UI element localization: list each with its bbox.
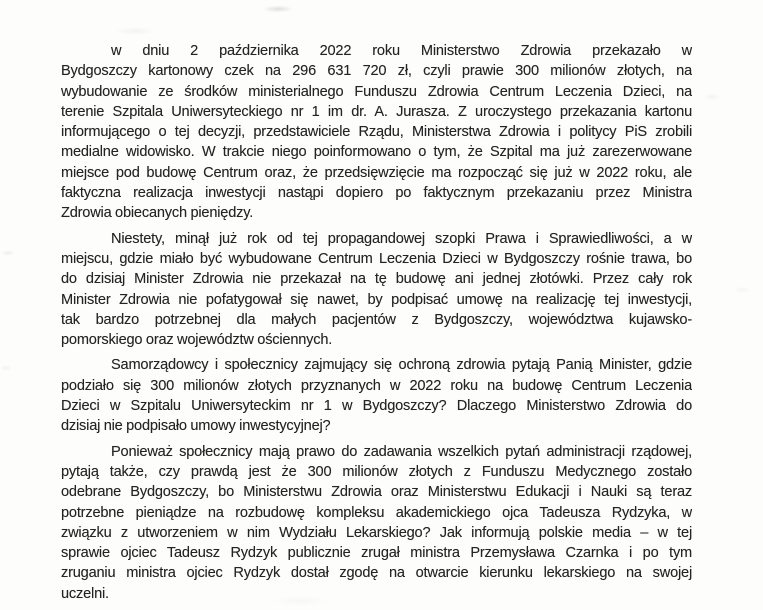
- paragraph: [61, 229, 692, 351]
- text-line: uczelni.: [61, 585, 109, 602]
- text-line: Ponieważ społecznicy mają prawo do zadawania wszelkich pytań administracji rządowej,: [111, 443, 692, 460]
- text-line: pytają także, czy prawdą jest że 300 milionów złotych z Funduszu Medycznego zostało: [61, 463, 692, 480]
- text-line: miejsce pod budowę Centrum oraz, że przedsięwzięcie ma rozpocząć się już w 2022 roku, ale: [61, 164, 692, 181]
- text-line: Minister Zdrowia nie pofatygował się nawet, by podpisać umowę na realizację tej inwestycji,: [61, 291, 692, 308]
- text-line: miejscu, gdzie miało być wybudowane Centrum Leczenia Dzieci w Bydgoszczy rośnie trawa, bo: [61, 250, 692, 267]
- text-line: dzisiaj nie podpisało umowy inwestycyjnej?: [61, 418, 331, 435]
- paragraph: [61, 355, 692, 436]
- text-line: sprawie ojciec Tadeusz Rydzyk publicznie zrugał ministra Przemysława Czarnka i po tym: [61, 545, 692, 562]
- text-line: Samorządowcy i społecznicy zajmujący się ochroną zdrowia pytają Panią Minister, gdzie: [111, 357, 692, 374]
- text-line: do dzisiaj Minister Zdrowia nie przekazał na tę budowę ani jednej złotówki. Przez cały rok: [61, 271, 692, 288]
- paragraph: [61, 41, 692, 224]
- text-line: tak bardzo potrzebnej dla małych pacjentów z Bydgoszczy, województwa kujawsko-: [61, 311, 692, 328]
- text-line: Zdrowia obiecanych pieniędzy.: [61, 205, 254, 222]
- paragraph: [61, 442, 692, 604]
- text-line: Bydgoszczy kartonowy czek na 296 631 720 zł, czyli prawie 300 milionów złotych, na: [61, 63, 692, 80]
- text-line: w dniu 2 października 2022 roku Ministerstwo Zdrowia przekazało w: [111, 43, 692, 59]
- text-line: medialne widowisko. W trakcie niego poinformowano o tym, że Szpital ma już zarezerwowane: [61, 144, 692, 161]
- text-line: podziało się 300 milionów złotych przyznanych w 2022 roku na budowę Centrum Leczenia: [61, 377, 692, 394]
- text-line: Niestety, minął już rok od tej propagandowej szopki Prawa i Sprawiedliwości, a w: [111, 230, 692, 247]
- text-line: związku z utworzeniem w nim Wydziału Lekarskiego? Jak informują polskie media – w tej: [61, 524, 692, 541]
- text-line: informującego o tej decyzji, przedstawiciele Rządu, Ministerstwa Zdrowia i politycy PiS zrobili: [61, 124, 692, 141]
- text-line: zruganiu ministra ojciec Rydzyk dostał zgodę na otwarcie kierunku lekarskiego na swojej: [61, 565, 692, 582]
- text-line: faktyczna realizacja inwestycji nastąpi dopiero po faktycznym przekazaniu przez Ministra: [61, 185, 692, 202]
- text-line: wybudowanie ze środków ministerialnego Funduszu Zdrowia Centrum Leczenia Dzieci, na: [61, 83, 692, 100]
- text-line: potrzebne pieniądze na rozbudowę kompleksu akademickiego ojca Tadeusza Rydzyka, w: [61, 504, 692, 521]
- text-line: odebrane Bydgoszczy, bo Ministerstwu Zdrowia oraz Ministerstwu Edukacji i Nauki są teraz: [61, 484, 692, 501]
- text-line: Dzieci w Szpitalu Uniwersyteckim nr 1 w Bydgoszczy? Dlaczego Ministerstwo Zdrowia do: [61, 398, 692, 415]
- document-text: [61, 41, 692, 609]
- text-line: pomorskiego oraz województw ościennych.: [61, 332, 333, 349]
- text-line: terenie Szpitala Uniwersyteckiego nr 1 im dr. A. Jurasza. Z uroczystego przekazania kartonu: [61, 103, 692, 120]
